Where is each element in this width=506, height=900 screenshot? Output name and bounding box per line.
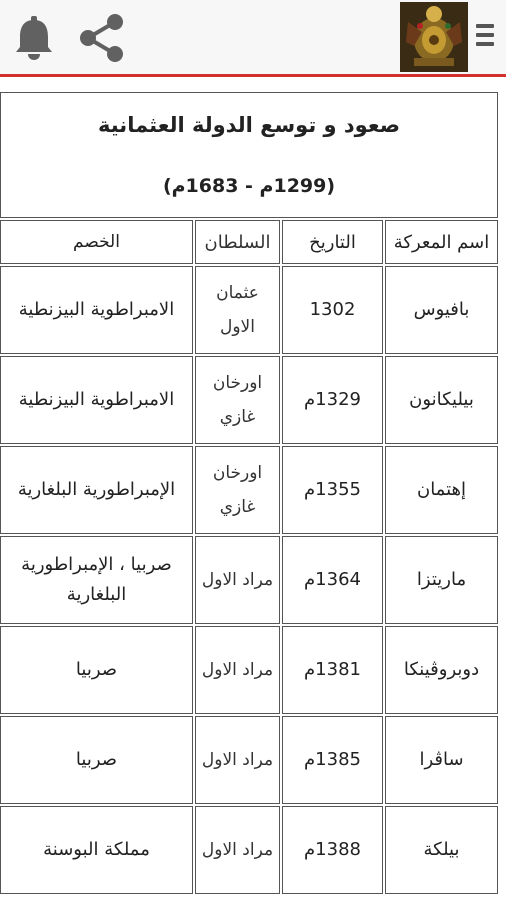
battle-sultan: مراد الاول — [195, 716, 280, 804]
table-subtitle: (1299م - 1683م) — [162, 175, 336, 197]
battle-date: 1364م — [282, 536, 383, 624]
battle-name: إهتمان — [385, 446, 498, 534]
header-name: اسم المعركة — [385, 220, 498, 264]
battle-sultan: عثمان الاول — [195, 266, 280, 354]
table-title: صعود و توسع الدولة العثمانية — [98, 113, 400, 137]
battle-name: ساڤرا — [385, 716, 498, 804]
battle-sultan: مراد الاول — [195, 626, 280, 714]
battle-enemy: صربيا ، الإمبراطورية البلغارية — [0, 536, 193, 624]
battle-date: 1388م — [282, 806, 383, 894]
battle-enemy: صربيا — [0, 626, 193, 714]
battle-enemy: صربيا — [0, 716, 193, 804]
battle-name: بافيوس — [385, 266, 498, 354]
share-icon[interactable] — [76, 12, 128, 64]
battle-enemy: الإمبراطورية البلغارية — [0, 446, 193, 534]
battle-date: 1381م — [282, 626, 383, 714]
table-row — [0, 536, 498, 624]
table-row — [0, 356, 498, 444]
table-row — [0, 446, 498, 534]
header-date: التاريخ — [282, 220, 383, 264]
toolbar-divider — [0, 74, 506, 77]
title-row — [0, 92, 498, 218]
battles-table-container — [0, 90, 502, 896]
battle-name: دوبروڤينكا — [385, 626, 498, 714]
battle-sultan: اورخان غازي — [195, 356, 280, 444]
header-row — [0, 220, 498, 264]
header-sultan: السلطان — [195, 220, 280, 264]
ottoman-emblem-logo — [400, 2, 468, 72]
app-toolbar — [0, 0, 506, 74]
header-enemy: الخصم — [0, 220, 193, 264]
menu-icon[interactable] — [476, 20, 496, 54]
battle-date: 1385م — [282, 716, 383, 804]
battle-date: 1355م — [282, 446, 383, 534]
battle-name: ماريتزا — [385, 536, 498, 624]
battle-enemy: مملكة البوسنة — [0, 806, 193, 894]
battle-date: 1329م — [282, 356, 383, 444]
table-row — [0, 266, 498, 354]
battle-date: 1302 — [282, 266, 383, 354]
battle-name: بيليكانون — [385, 356, 498, 444]
battle-name: بيلكة — [385, 806, 498, 894]
battle-sultan: مراد الاول — [195, 536, 280, 624]
battles-table — [0, 90, 500, 896]
battle-enemy: الامبراطوية البيزنطية — [0, 266, 193, 354]
bell-icon[interactable] — [14, 15, 54, 61]
battle-sultan: مراد الاول — [195, 806, 280, 894]
title-cell — [0, 92, 498, 218]
battle-enemy: الامبراطوية البيزنطية — [0, 356, 193, 444]
table-row — [0, 626, 498, 714]
table-row — [0, 806, 498, 894]
table-row — [0, 716, 498, 804]
battle-sultan: اورخان غازي — [195, 446, 280, 534]
